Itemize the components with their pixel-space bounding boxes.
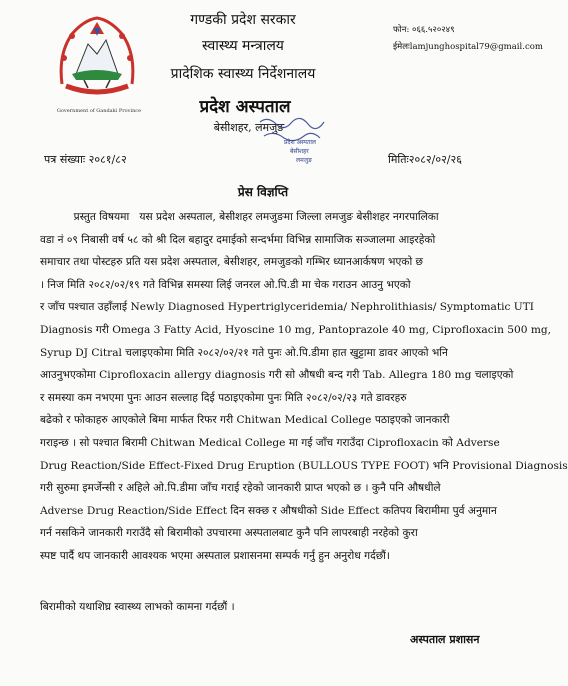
body-line: प्रस्तुत विषयमा यस प्रदेश अस्पताल, बेसीशहर लमजुङमा जिल्ला लमजुङ बेसीशहर नगरपालिका [40,211,439,223]
signature-block: अस्पताल प्रशासन [410,633,480,646]
reference-number: पत्र संख्याः २०८१/८२ [44,153,127,166]
header-ministry: स्वास्थ्य मन्त्रालय [202,38,284,54]
contact-email: ईमेलःlamjunghospital79@gmail.com [393,42,543,52]
body-line: समाचार तथा पोस्टहरु प्रति यस प्रदेश अस्पताल, बेसीशहर, लमजुङको गम्भिर ध्यानआर्कषण भएको छ [40,256,423,269]
contact-phone: फोन: ०६६.५२०२४९ [393,25,455,35]
document-date: मितिः२०८२/०२/२६ [388,153,462,166]
stamp-text-1: प्रदेश अस्पताल [284,139,316,146]
stamp-text-3: लमजुङ [296,157,312,164]
header-government: गण्डकी प्रदेश सरकार [190,12,296,28]
body-line: गर्न नसकिने जानकारी गराउँदै सो बिरामीको उपचारमा अस्पतालबाट कुनै पनि लापरबाही नरहेको कुरा [40,527,418,540]
body-line: र जाँच पश्चात उहाँलाई Newly Diagnosed Hypertriglyceridemia/ Nephrolithiasis/ Symptomatic UTI [40,301,534,314]
header-directorate: प्रादेशिक स्वास्थ्य निर्देशनालय [170,66,316,82]
body-line: वडा नं ०९ निबासी वर्ष ५८ को श्री दिल बहादुर दमाईको सन्दर्भमा विभिन्न सामाजिक सञ्जालमा आइरहेको [40,233,436,246]
emblem-caption: Government of Gandaki Province [56,108,142,114]
body-paragraph [40,206,568,568]
document-title: प्रेस विज्ञप्ति [237,185,289,199]
body-line: आउनुभएकोमा Ciprofloxacin allergy diagnosis गरी सो औषधी बन्द गरी Tab. Allegra 180 mg चलाइएको [40,369,514,382]
body-line: बढेको र फोकाहरु आएकोले बिमा मार्फत रिफर गरी Chitwan Medical College पठाइएको जानकारी [40,414,450,427]
stamp-text-2: बेसीशहर [290,148,309,155]
body-line: र समस्या कम नभएमा पुनः आउन सल्लाह दिई पठाइएकोमा पुनः मिति २०८२/०२/२३ गते डावरहरु [40,391,407,404]
header-hospital-name: प्रदेश अस्पताल [199,97,291,117]
body-line: Drug Reaction/Side Effect-Fixed Drug Eruption (BULLOUS TYPE FOOT) भनि Provisional Diagnosis [40,459,568,472]
body-line: Diagnosis गरी Omega 3 Fatty Acid, Hyoscine 10 mg, Pantoprazole 40 mg, Ciprofloxacin 500 mg, [40,323,552,336]
header-location: बेसीशहर, लमजुङ [213,121,285,134]
body-line: गराइन्छ । सो पश्चात बिरामी Chitwan Medical College मा गई जाँच गराउँदा Ciprofloxacin को Adverse [40,436,500,449]
body-line: स्पष्ट पार्दै थप जानकारी आवश्यक भएमा अस्पताल प्रशासनमा सम्पर्क गर्नु हुन अनुरोध गर्दछौं। [40,549,390,562]
closing-paragraph [40,596,484,619]
body-line: । निज मिति २०८२/०२/१९ गते विभिन्न समस्या लिई जनरल ओ.पि.डी मा चेक गराउन आउनु भएको [40,278,411,291]
closing-line: बिरामीको यथाशिघ्र स्वास्थ्य लाभको कामना गर्दछौं । [40,601,235,613]
body-line: Syrup DJ Citral चलाइएकोमा मिति २०८२/०२/२१ गते पुनः ओ.पि.डीमा हात खुट्टामा डावर आएको भनि [40,346,448,359]
office-stamp [254,114,332,166]
body-line: Adverse Drug Reaction/Side Effect दिन सक्छ र औषधीको Side Effect कतिपय बिरामीमा पुर्व अनुमान [40,504,497,517]
body-line: गरी सुरुमा इमर्जेन्सी र अहिले ओ.पि.डीमा जाँच गराई रहेको जानकारी प्राप्त भएको छ । कुनै पनि औषधीले [40,482,441,495]
